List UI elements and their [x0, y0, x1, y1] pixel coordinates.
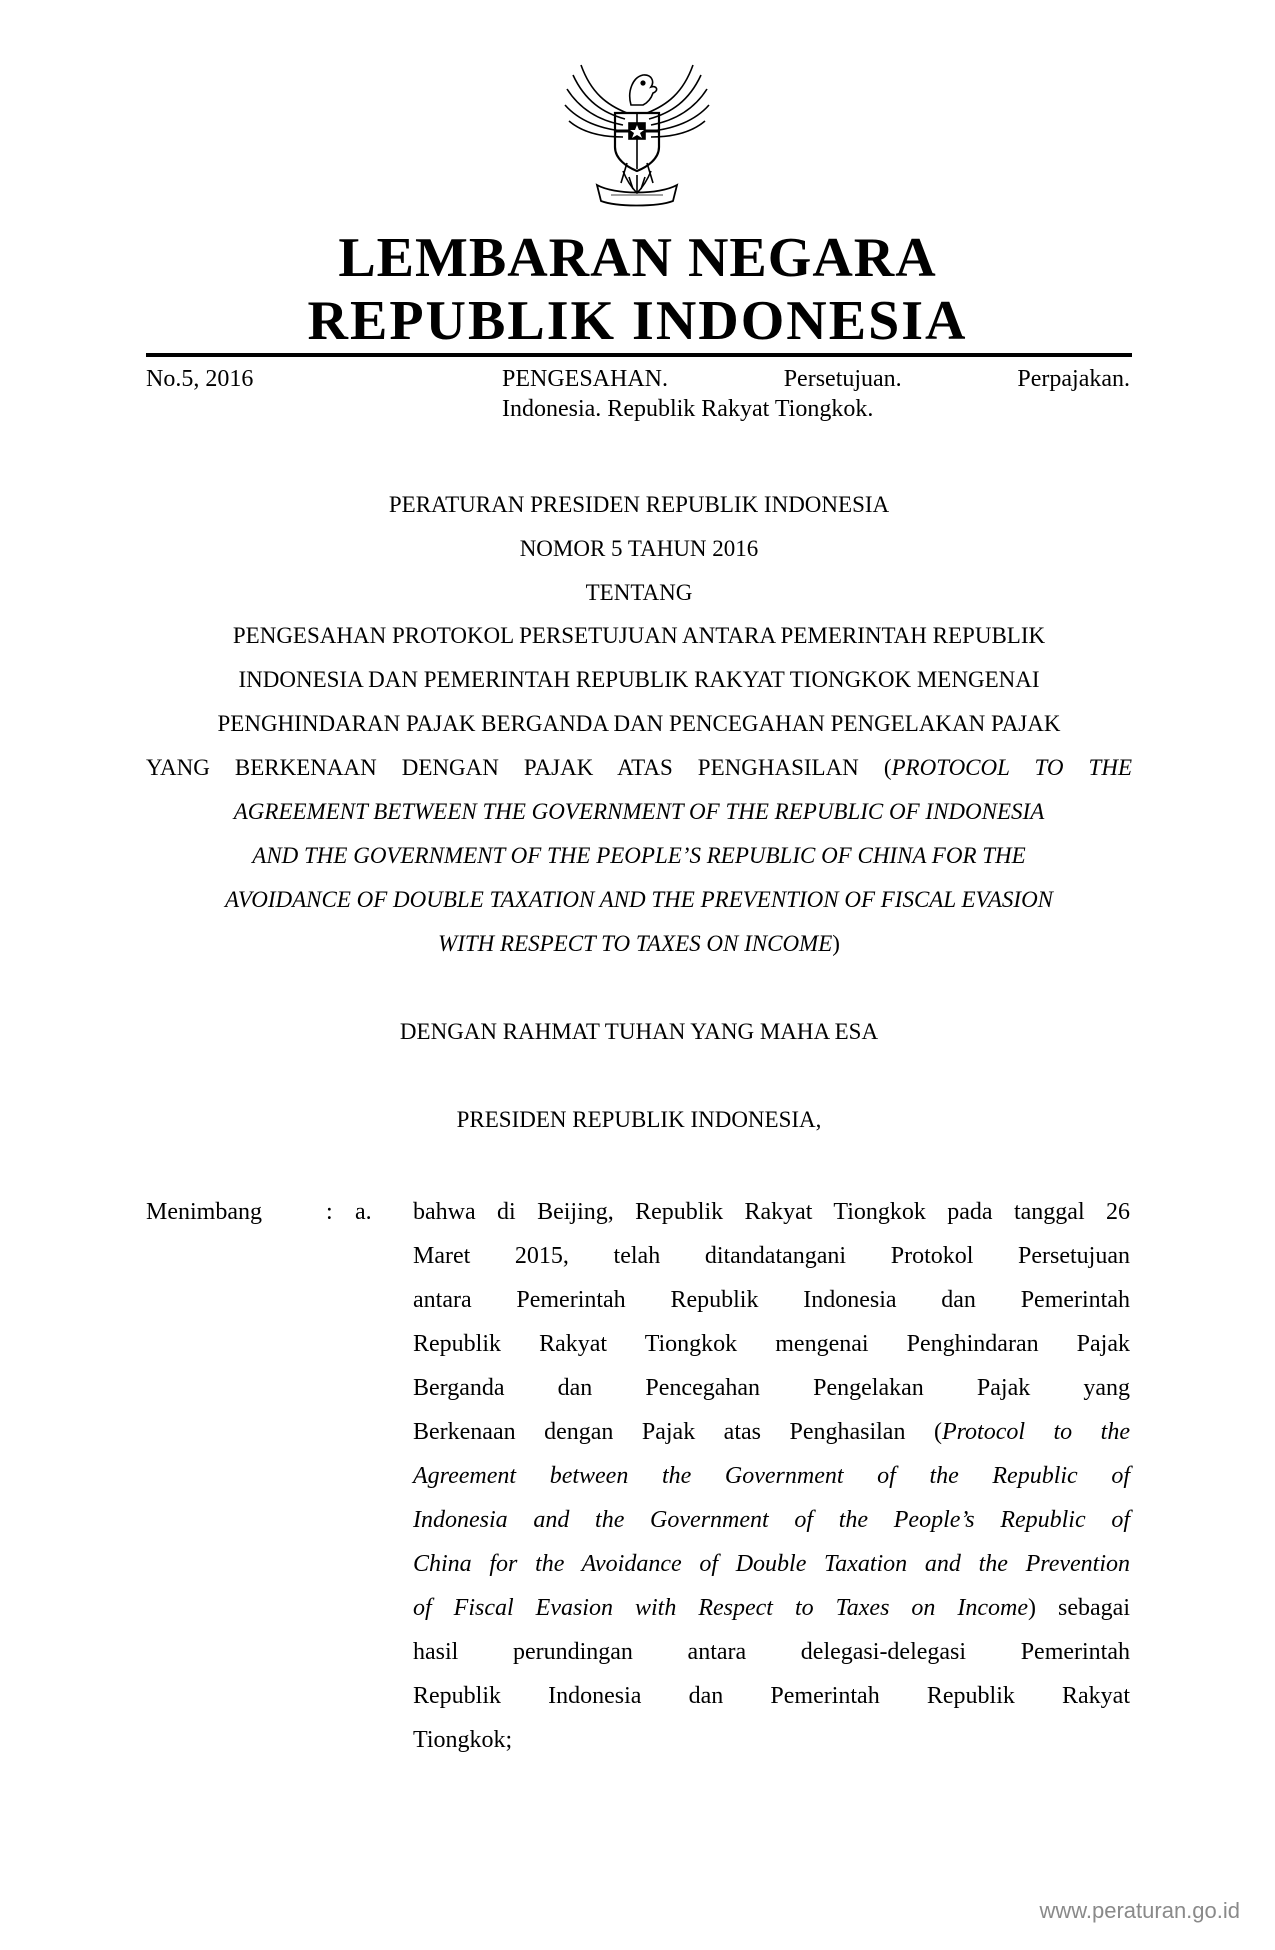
considering-line: Maret 2015, telah ditandatangani Protokol Persetujuan — [413, 1243, 1130, 1269]
president-title: PRESIDEN REPUBLIK INDONESIA, — [456, 1107, 822, 1132]
regulation-about: TENTANG — [585, 580, 693, 605]
considering-line6-plain: Berkenaan dengan Pajak atas Penghasilan ( — [413, 1419, 942, 1445]
considering-line — [413, 1586, 1130, 1630]
title-line: AND THE GOVERNMENT OF THE PEOPLE’S REPUBLIC OF CHINA FOR THE — [252, 843, 1026, 868]
considering-colon: : — [326, 1199, 333, 1225]
title-last-close: ) — [832, 931, 840, 956]
title-line — [146, 746, 1132, 790]
footer-url: www.peraturan.go.id — [1039, 1898, 1240, 1923]
subject-keyword: Persetujuan. — [783, 366, 902, 392]
title-line4-italic: PROTOCOL TO THE — [891, 755, 1132, 780]
subjects-line2: Indonesia. Republik Rakyat Tiongkok. — [502, 396, 874, 422]
considering-item-letter: a. — [355, 1199, 372, 1225]
considering-line: Republik Rakyat Tiongkok mengenai Penghindaran Pajak — [413, 1331, 1130, 1357]
subject-keyword: Perpajakan. — [1017, 366, 1130, 392]
title-line: PENGESAHAN PROTOKOL PERSETUJUAN ANTARA PEMERINTAH REPUBLIK — [232, 623, 1046, 648]
regulation-heading: PERATURAN PRESIDEN REPUBLIK INDONESIA — [388, 492, 890, 517]
garuda-pancasila-emblem-icon — [557, 55, 717, 215]
title-line: INDONESIA DAN PEMERINTAH REPUBLIK RAKYAT TIONGKOK MENGENAI — [238, 667, 1040, 692]
issue-number: No.5, 2016 — [146, 366, 254, 392]
masthead-title-line1: LEMBARAN NEGARA — [338, 227, 937, 289]
considering-line: Indonesia and the Government of the People’s Republic of — [413, 1507, 1130, 1533]
considering-line: antara Pemerintah Republik Indonesia dan Pemerintah — [413, 1287, 1130, 1313]
considering-line6-italic: Protocol to the — [941, 1419, 1130, 1445]
considering-line10-plain: ) sebagai — [1028, 1595, 1130, 1621]
considering-line — [413, 1410, 1130, 1454]
considering-line: Republik Indonesia dan Pemerintah Republik Rakyat — [413, 1683, 1130, 1709]
considering-line10-italic: of Fiscal Evasion with Respect to Taxes on Income — [413, 1595, 1029, 1621]
title-last-italic: WITH RESPECT TO TAXES ON INCOME — [438, 931, 833, 956]
considering-line: Agreement between the Government of the Republic of — [413, 1463, 1130, 1489]
subjects-line1 — [502, 364, 1130, 394]
issue-subjects — [502, 364, 1130, 424]
considering-line: Tiongkok; — [413, 1727, 513, 1753]
regulation-number-year: NOMOR 5 TAHUN 2016 — [519, 536, 759, 561]
subject-keyword: PENGESAHAN. — [502, 366, 669, 392]
considering-line: hasil perundingan antara delegasi-delegasi Pemerintah — [413, 1639, 1130, 1665]
considering-line: China for the Avoidance of Double Taxation and the Prevention — [413, 1551, 1130, 1577]
title-line: AVOIDANCE OF DOUBLE TAXATION AND THE PREVENTION OF FISCAL EVASION — [224, 887, 1054, 912]
invocation: DENGAN RAHMAT TUHAN YANG MAHA ESA — [399, 1019, 879, 1044]
title-line — [146, 922, 1132, 966]
masthead-title-line2: REPUBLIK INDONESIA — [307, 290, 968, 352]
masthead-divider — [146, 353, 1132, 357]
title-line: PENGHINDARAN PAJAK BERGANDA DAN PENCEGAHAN PENGELAKAN PAJAK — [217, 711, 1061, 736]
regulation-title — [146, 614, 1132, 966]
considering-item-text — [413, 1190, 1130, 1762]
considering-line: bahwa di Beijing, Republik Rakyat Tiongkok pada tanggal 26 — [413, 1199, 1130, 1225]
title-line4-plain: YANG BERKENAAN DENGAN PAJAK ATAS PENGHASILAN ( — [146, 755, 892, 780]
considering-label: Menimbang — [146, 1199, 262, 1225]
considering-line: Berganda dan Pencegahan Pengelakan Pajak yang — [413, 1375, 1130, 1401]
title-line: AGREEMENT BETWEEN THE GOVERNMENT OF THE REPUBLIC OF INDONESIA — [233, 799, 1045, 824]
